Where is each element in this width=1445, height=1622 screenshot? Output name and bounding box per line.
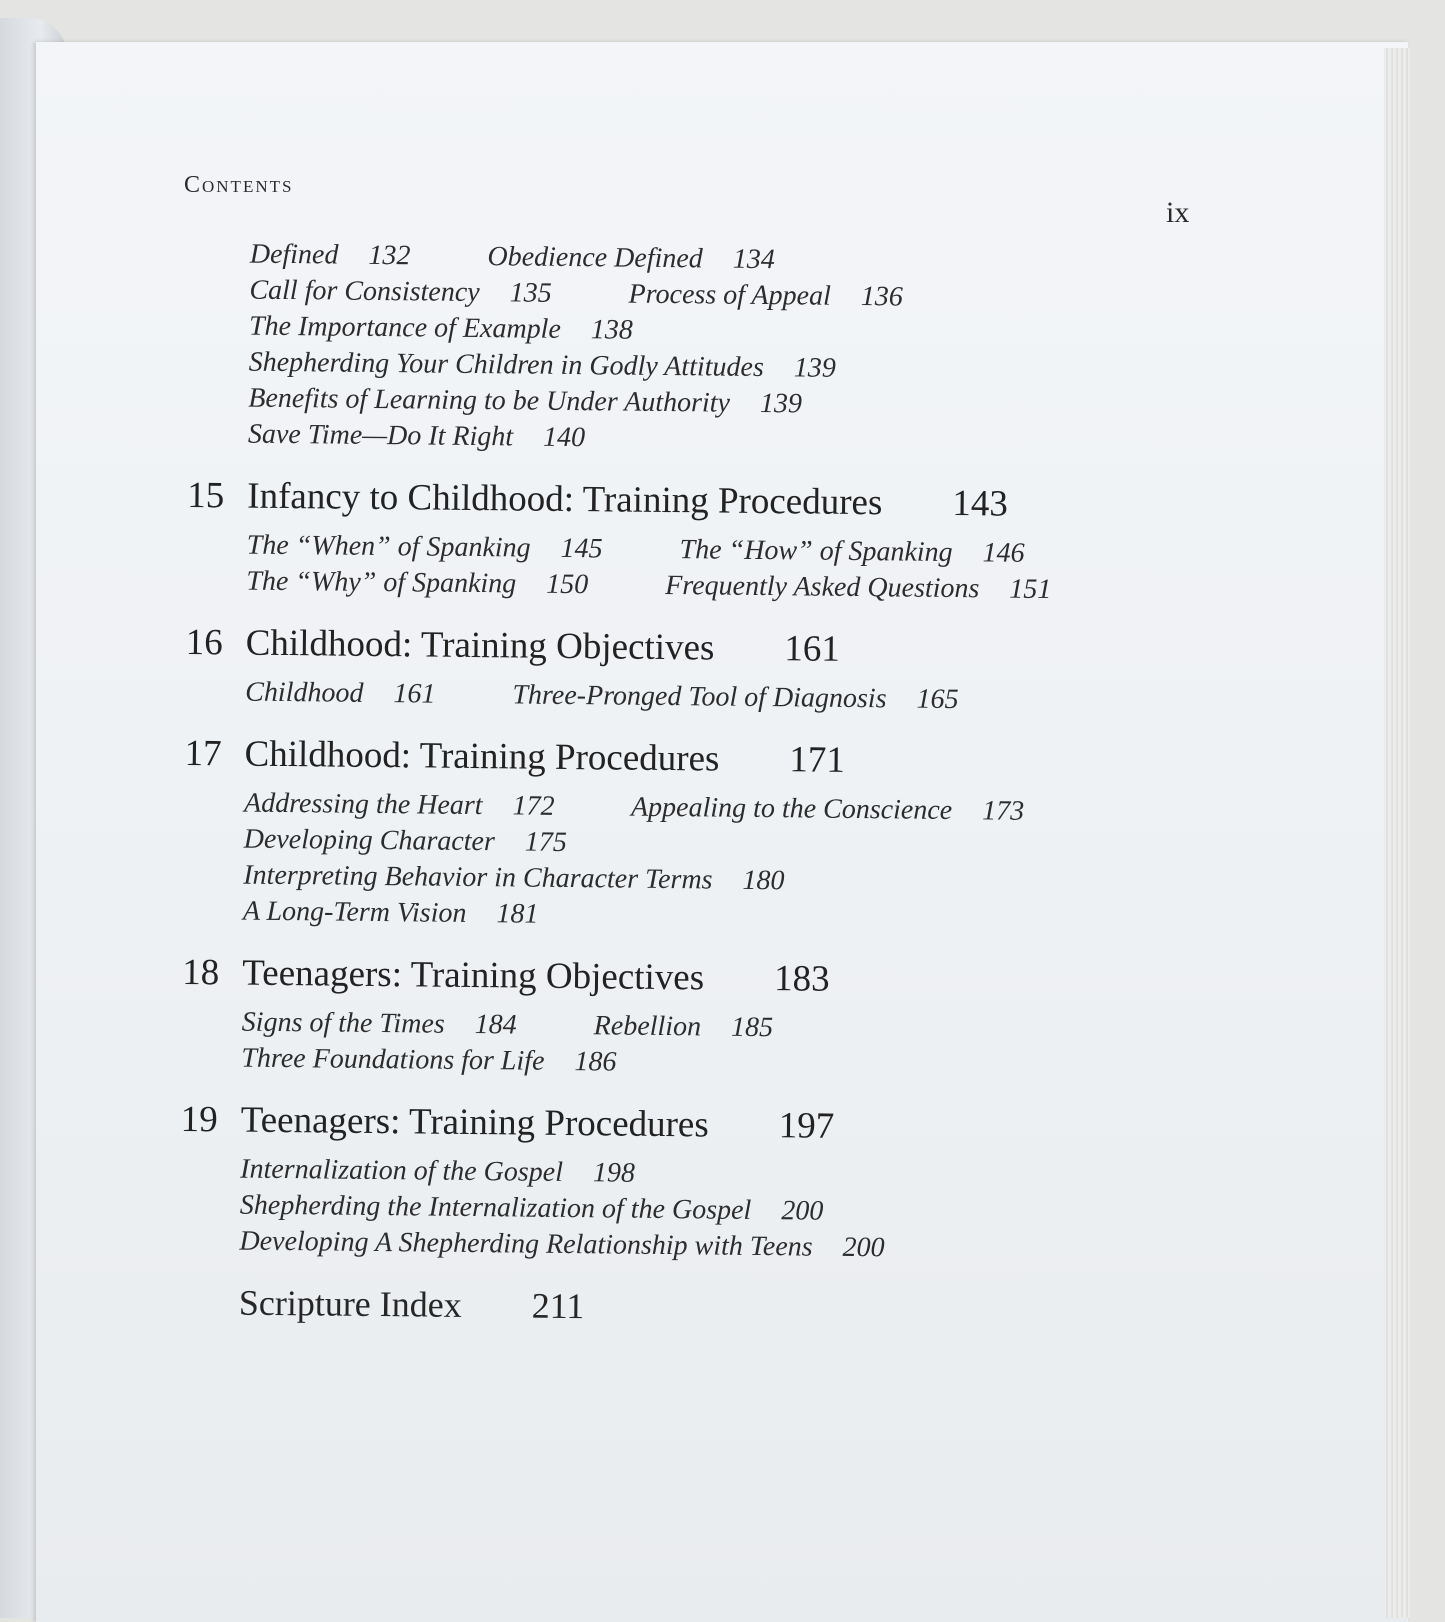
topic-title: Childhood: [245, 676, 364, 709]
topic-title: Three Foundations for Life: [241, 1042, 545, 1077]
topic-page: 135: [509, 277, 552, 309]
topic-title: Defined: [249, 238, 339, 271]
topic-entry: [246, 566, 588, 601]
topic-title: The “Why” of Spanking: [246, 565, 517, 600]
chapter-topics: [239, 1152, 1200, 1270]
topic-entry: [243, 860, 785, 897]
topic-entry: [487, 241, 775, 275]
topic-entry: [244, 788, 555, 822]
topic-page: 145: [560, 532, 603, 565]
chapter-number: 18: [182, 951, 220, 994]
topic-entry: [249, 347, 836, 384]
chapter-number: 17: [184, 732, 222, 775]
index-title: Scripture Index: [238, 1282, 462, 1325]
topic-page: 139: [759, 387, 803, 420]
chapter-page: 143: [952, 482, 1009, 525]
topic-entry: [247, 530, 603, 565]
topic-title: The “When” of Spanking: [246, 529, 531, 564]
topic-entry: [243, 896, 539, 930]
topic-title: Developing Character: [243, 823, 496, 858]
topic-page: 161: [393, 678, 436, 710]
topic-page: 198: [592, 1157, 636, 1189]
topic-entry: [240, 1190, 824, 1227]
topic-title: Save Time—Do It Right: [247, 418, 514, 453]
topic-entry: [594, 1010, 774, 1043]
topic-page: 139: [793, 352, 836, 384]
page-number: ix: [1166, 196, 1190, 229]
chapter-heading: [181, 1098, 1201, 1152]
topic-page: 151: [1009, 573, 1052, 606]
topic-page: 173: [982, 795, 1025, 827]
topic-page: 140: [542, 421, 586, 454]
topic-page: 175: [524, 826, 568, 858]
chapter-heading: [186, 621, 1206, 675]
topic-page: 184: [474, 1009, 517, 1041]
topic-entry: [242, 1007, 517, 1041]
topic-page: 172: [512, 790, 555, 822]
topic-entry: [248, 419, 586, 454]
topic-entry: [250, 239, 411, 272]
chapter-title: Childhood: Training Procedures: [244, 733, 720, 780]
topic-title: Frequently Asked Questions: [665, 569, 980, 605]
topic-page: 132: [368, 239, 411, 272]
topic-title: Rebellion: [593, 1010, 702, 1043]
topic-title: Benefits of Learning to be Under Authority: [248, 382, 731, 419]
chapter-title: Teenagers: Training Objectives: [242, 952, 705, 999]
chapter-number: 19: [180, 1098, 218, 1141]
topic-title: The “How” of Spanking: [679, 534, 953, 569]
topic-entry: [249, 311, 633, 346]
topic-entry: [628, 279, 903, 313]
topic-page: 146: [982, 537, 1025, 569]
chapter-heading: [182, 951, 1202, 1005]
chapter-heading: [187, 474, 1207, 528]
topic-entry: [512, 679, 958, 715]
chapter-page: 171: [789, 739, 846, 781]
topic-title: Three-Pronged Tool of Diagnosis: [512, 679, 887, 715]
topic-title: Addressing the Heart: [243, 787, 483, 822]
topic-page: 185: [730, 1011, 774, 1044]
chapter-page: 161: [784, 628, 841, 670]
topic-title: Interpreting Behavior in Character Terms: [243, 859, 713, 896]
chapter-topics: [245, 675, 1205, 721]
running-head: Contents: [184, 172, 294, 198]
table-of-contents: [179, 236, 1210, 1334]
chapter-topics: [246, 528, 1207, 610]
topic-page: 180: [742, 864, 785, 897]
topic-page: 186: [574, 1046, 617, 1078]
topic-page: 150: [546, 568, 589, 601]
topic-page: 134: [732, 243, 775, 276]
chapter-title: Teenagers: Training Procedures: [240, 1099, 709, 1146]
topic-title: A Long-Term Vision: [242, 895, 467, 929]
topic-page: 165: [916, 683, 959, 716]
chapter-topics: [241, 1005, 1202, 1087]
topic-entry: [244, 824, 567, 858]
topic-title: Obedience Defined: [487, 241, 703, 275]
topic-page: 200: [781, 1195, 824, 1227]
continued-topics: [248, 237, 1210, 463]
chapter-number: 15: [187, 474, 225, 517]
topic-title: Shepherding the Internalization of the Gospel: [239, 1189, 752, 1226]
topic-entry: [249, 275, 552, 309]
topic-title: Shepherding Your Children in Godly Attitudes: [248, 346, 764, 384]
chapter-title: Infancy to Childhood: Training Procedures: [247, 475, 883, 524]
chapter-page: 183: [773, 958, 830, 1000]
page-edges: [1384, 48, 1410, 1618]
topic-entry: [239, 1226, 884, 1264]
topic-title: Process of Appeal: [628, 278, 832, 312]
chapter-list: [179, 474, 1207, 1270]
chapter-number: 16: [185, 621, 223, 664]
topic-entry: [240, 1154, 635, 1189]
chapter-title: Childhood: Training Objectives: [245, 622, 715, 669]
topic-title: Appealing to the Conscience: [630, 791, 953, 827]
chapter-heading: [184, 732, 1204, 786]
topic-entry: [245, 677, 436, 710]
topic-title: Call for Consistency: [249, 274, 480, 309]
topic-page: 181: [496, 898, 539, 930]
topic-title: Signs of the Times: [241, 1006, 445, 1040]
index-page: 211: [531, 1285, 585, 1327]
topic-page: 138: [590, 314, 634, 346]
chapter-topics: [243, 786, 1204, 940]
topic-entry: [248, 383, 802, 420]
topic-title: Internalization of the Gospel: [240, 1153, 564, 1188]
chapter-page: 197: [778, 1105, 835, 1147]
topic-entry: [631, 792, 1024, 827]
topic-entry: [679, 534, 1024, 569]
topic-entry: [665, 570, 1051, 605]
topic-entry: [241, 1043, 616, 1078]
topic-title: Developing A Shepherding Relationship with Teens: [239, 1225, 813, 1263]
topic-page: 136: [860, 281, 904, 313]
topic-page: 200: [842, 1231, 885, 1264]
topic-title: The Importance of Example: [248, 310, 562, 345]
